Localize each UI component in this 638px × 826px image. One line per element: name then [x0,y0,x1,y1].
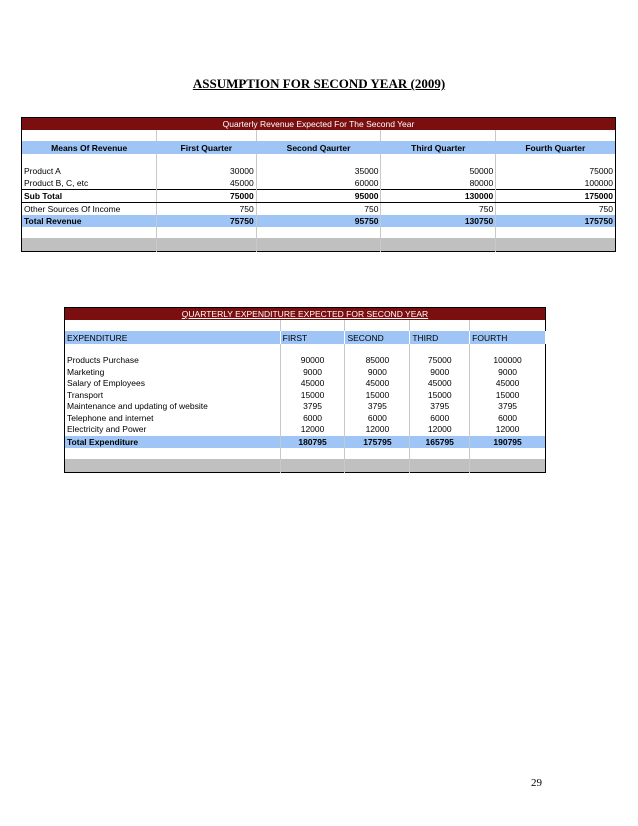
expenditure-label: Transport [65,390,281,402]
expenditure-header-row [65,331,546,344]
expenditure-cell: 6000 [498,412,518,423]
expenditure-cell: 12000 [495,424,520,434]
table-row [65,355,546,367]
expenditure-cell: 165795 [410,436,470,448]
expenditure-label: Products Purchase [65,355,281,367]
revenue-cell: 130000 [381,190,496,203]
expenditure-col-header: THIRD [410,331,470,344]
revenue-col-header: Fourth Quarter [496,141,616,154]
expenditure-label: Telephone and internet [65,413,281,425]
revenue-cell: 45000 [156,177,256,190]
revenue-cell: 75750 [156,215,256,227]
total-revenue-row [22,215,616,227]
table-row [22,165,616,177]
revenue-cell: 130750 [381,215,496,227]
table-row [65,424,546,436]
expenditure-cell: 6000 [345,413,410,425]
expenditure-cell: 45000 [280,378,345,390]
expenditure-cell: 15000 [280,390,345,402]
expenditure-cell: 3795 [410,401,470,413]
expenditure-cell: 15000 [495,389,520,400]
revenue-header-row [22,141,616,154]
expenditure-cell: 6000 [410,413,470,425]
revenue-cell: 35000 [256,165,381,177]
revenue-label: Sub Total [22,190,157,203]
expenditure-cell: 175795 [345,436,410,448]
table-row [65,390,546,402]
expenditure-cell: 15000 [410,390,470,402]
revenue-cell: 75000 [589,166,613,176]
expenditure-cell: 45000 [495,378,520,388]
revenue-col-header: Third Quarter [381,141,496,154]
revenue-cell: 750 [256,203,381,216]
expenditure-cell: 190795 [470,436,546,448]
expenditure-label: Marketing [65,367,281,379]
expenditure-cell: 9000 [410,367,470,379]
expenditure-cell: 3795 [280,401,345,413]
revenue-cell: 95750 [256,215,381,227]
revenue-col-header: First Quarter [156,141,256,154]
table-row [22,203,616,216]
expenditure-cell: 3795 [498,401,518,411]
revenue-cell: 75000 [156,190,256,203]
expenditure-label: Maintenance and updating of website [65,401,281,413]
expenditure-cell: 9000 [498,366,518,377]
revenue-cell: 30000 [156,165,256,177]
table-row [65,367,546,379]
expenditure-cell: 45000 [410,378,470,390]
expenditure-cell: 45000 [345,378,410,390]
table-row [65,413,546,425]
expenditure-cell: 15000 [345,390,410,402]
expenditure-label: Electricity and Power [65,424,281,436]
expenditure-col-header: FIRST [280,331,345,344]
total-expenditure-row [65,436,546,448]
expenditure-cell: 12000 [345,424,410,436]
expenditure-cell: 180795 [280,436,345,448]
expenditure-cell: 100000 [493,355,522,365]
revenue-cell: 100000 [584,178,613,188]
expenditure-col-header: EXPENDITURE [65,331,281,344]
subtotal-row [22,190,616,203]
revenue-cell: 175750 [496,215,616,227]
revenue-col-header: Means Of Revenue [22,141,157,154]
revenue-cell: 80000 [381,177,496,190]
revenue-cell: 60000 [256,177,381,190]
expenditure-cell: 12000 [410,424,470,436]
revenue-label: Total Revenue [22,215,157,227]
expenditure-col-header: FOURTH [470,331,546,344]
revenue-cell: 750 [381,203,496,216]
revenue-cell: 750 [598,204,613,214]
expenditure-cell: 85000 [345,355,410,367]
revenue-cell: 95000 [256,190,381,203]
expenditure-cell: 6000 [280,413,345,425]
revenue-col-header: Second Qaurter [256,141,381,154]
expenditure-table [64,307,546,473]
expenditure-cell: 3795 [345,401,410,413]
expenditure-label: Salary of Employees [65,378,281,390]
revenue-cell: 750 [156,203,256,216]
expenditure-col-header: SECOND [345,331,410,344]
expenditure-banner: QUARTERLY EXPENDITURE EXPECTED FOR SECOND YEAR [65,308,546,321]
page-number: 29 [531,777,542,789]
table-row [65,378,546,390]
expenditure-cell: 9000 [345,367,410,379]
table-row [65,401,546,413]
revenue-label: Product B, C, etc [22,177,157,190]
expenditure-cell: 12000 [280,424,345,436]
table-row [22,177,616,190]
expenditure-cell: 90000 [280,355,345,367]
revenue-label: Product A [22,165,157,177]
page-title: ASSUMPTION FOR SECOND YEAR (2009) [192,76,446,91]
expenditure-cell: 9000 [280,367,345,379]
revenue-cell: 175000 [496,190,616,203]
revenue-label: Other Sources Of Income [22,203,157,216]
revenue-banner: Quarterly Revenue Expected For The Second Year [22,118,616,131]
expenditure-label: Total Expenditure [65,436,281,448]
revenue-table [21,117,616,252]
revenue-cell: 50000 [381,165,496,177]
expenditure-cell: 75000 [410,355,470,367]
